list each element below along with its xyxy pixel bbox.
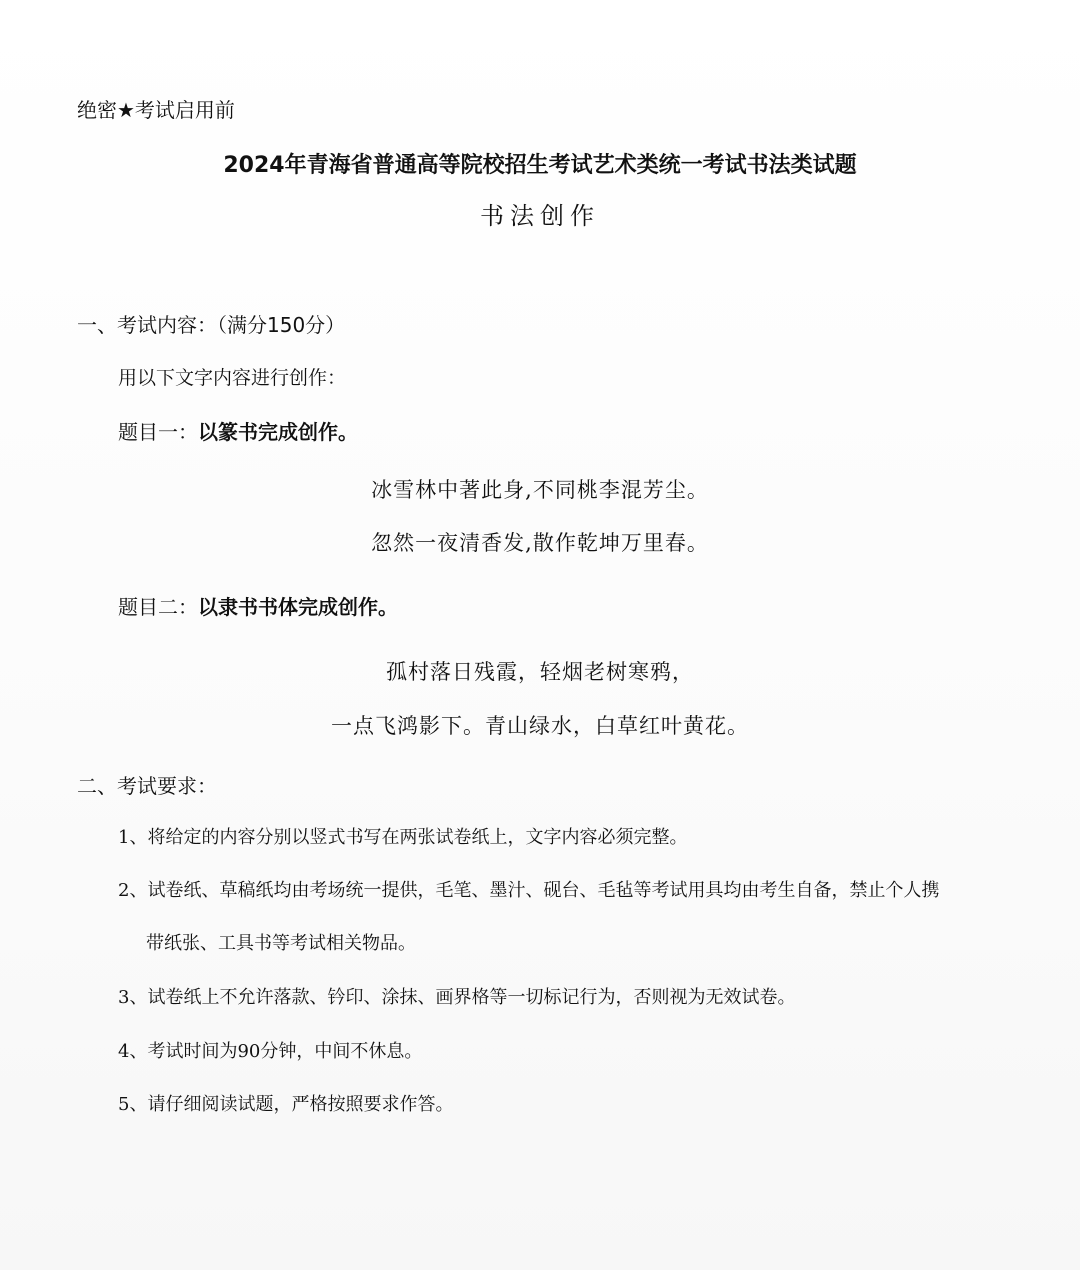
topic-2 [118, 597, 398, 617]
topic-1-line-2: 忽然一夜清香发,散作乾坤万里春。 [371, 531, 709, 555]
requirement-4: 4、考试时间为90分钟，中间不休息。 [118, 1041, 423, 1062]
section-2-heading: 二、考试要求： [77, 774, 217, 798]
topic-1-line-1: 冰雪林中著此身,不同桃李混芳尘。 [371, 478, 709, 502]
topic-2-line-1: 孤村落日残霞，轻烟老树寒鸦， [386, 660, 694, 684]
exam-subtitle: 书法创作 [480, 202, 600, 230]
secret-mark: 绝密★考试启用前 [77, 98, 235, 122]
topic-2-lead: 题目二： [118, 595, 198, 619]
topic-2-task: 以隶书书体完成创作。 [198, 595, 398, 619]
section-1-intro: 用以下文字内容进行创作： [118, 367, 347, 389]
requirement-3: 3、试卷纸上不允许落款、钤印、涂抹、画界格等一切标记行为，否则视为无效试卷。 [118, 987, 796, 1008]
requirement-5: 5、请仔细阅读试题，严格按照要求作答。 [118, 1094, 454, 1115]
section-1-heading: 一、考试内容：（满分150分） [77, 313, 346, 337]
topic-1-lead: 题目一： [118, 420, 198, 444]
topic-2-line-2: 一点飞鸿影下。青山绿水，白草红叶黄花。 [331, 714, 749, 738]
requirement-1: 1、将给定的内容分别以竖式书写在两张试卷纸上，文字内容必须完整。 [118, 827, 688, 848]
topic-1 [118, 422, 358, 442]
topic-1-task: 以篆书完成创作。 [198, 420, 358, 444]
exam-title: 2024年青海省普通高等院校招生考试艺术类统一考试书法类试题 [223, 153, 857, 178]
requirement-2: 2、试卷纸、草稿纸均由考场统一提供，毛笔、墨汁、砚台、毛毡等考试用具均由考生自备，禁止个人携 [118, 880, 940, 901]
requirement-2-continued: 带纸张、工具书等考试相关物品。 [146, 933, 416, 954]
